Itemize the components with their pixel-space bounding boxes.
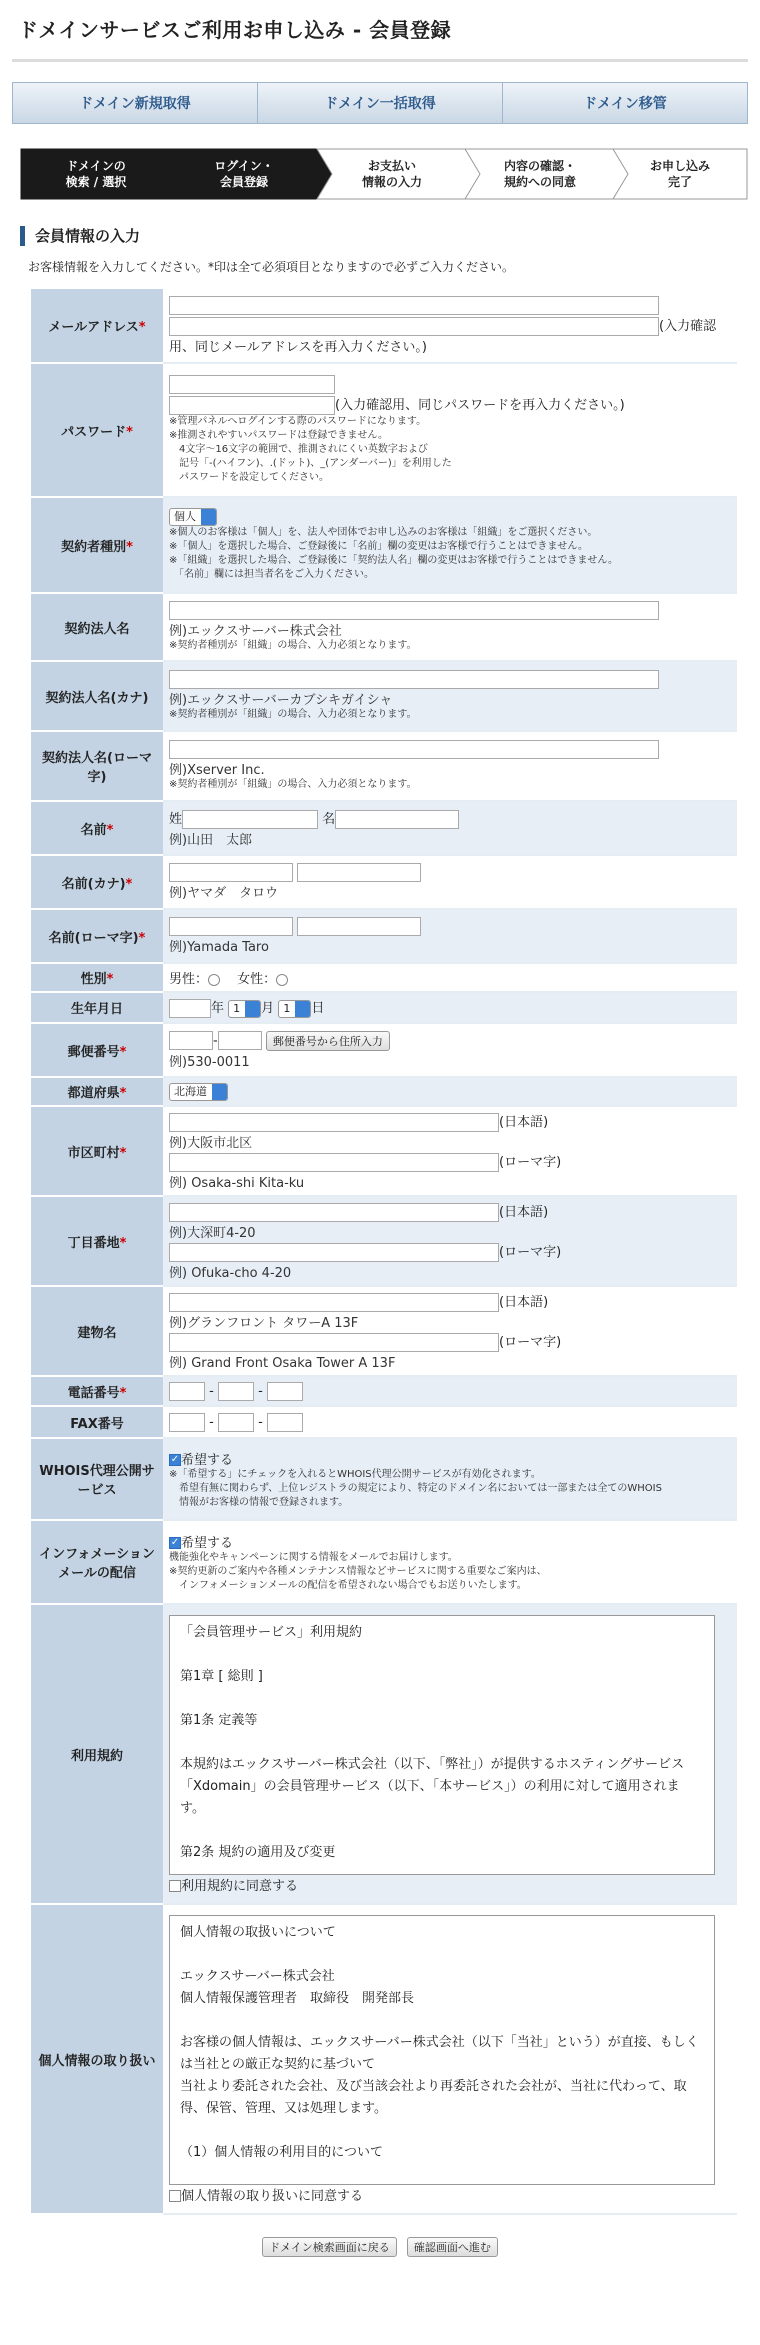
label-zip: 郵便番号*	[31, 1023, 163, 1077]
label-gender: 性別*	[31, 963, 163, 992]
zip2-input[interactable]	[218, 1031, 262, 1050]
step-search: ドメインの 検索 / 選択	[20, 148, 172, 200]
whois-checkbox[interactable]: ✓	[170, 1454, 180, 1465]
label-corp-kana: 契約法人名(カナ)	[31, 661, 163, 731]
first-name-input[interactable]	[335, 810, 459, 829]
contract-type-note: ※個人のお客様は「個人」を、法人や団体でお申し込みのお客様は「組織」をご選択ください。 ※「個人」を選択した場合、ご登録後に「名前」欄の変更はお客様で行うことはできません。 ※「組織」を選択した場合、ご登録後に「契約法人名」欄の変更はお客様で行うことはできません。 「名前」欄には担当者名をご入力ください。	[169, 527, 618, 580]
tab-bulk-domain[interactable]: ドメイン一括取得	[258, 83, 503, 123]
email-input[interactable]	[169, 296, 659, 315]
corp-kana-input[interactable]	[169, 670, 659, 689]
label-contract-type: 契約者種別*	[31, 497, 163, 593]
info-mail-checkbox[interactable]: ✓	[170, 1537, 180, 1548]
last-name-roman-input[interactable]	[169, 917, 293, 936]
first-name-kana-input[interactable]	[297, 863, 421, 882]
step-login: ログイン・ 会員登録	[168, 148, 320, 200]
label-privacy: 個人情報の取り扱い	[31, 1904, 163, 2214]
password-note: ※管理パネルへログインする際のパスワードになります。 ※推測されやすいパスワードは登録できません。 4文字〜16文字の範囲で、推測されにくい英数字および 記号「-(ハイフン)、.(ドット)、_(アンダーバー)」を利用した パスワードを設定してください。	[169, 416, 452, 483]
birth-month-select[interactable]: 1	[228, 1000, 261, 1018]
fax2-input[interactable]	[218, 1413, 254, 1432]
service-tabs	[12, 82, 748, 124]
email-confirm-input[interactable]	[169, 317, 659, 336]
label-pref: 都道府県*	[31, 1077, 163, 1106]
building-roman-input[interactable]	[169, 1333, 499, 1352]
label-info-mail: インフォメーションメールの配信	[31, 1520, 163, 1604]
label-password: パスワード*	[31, 363, 163, 497]
section-title: 会員情報の入力	[20, 226, 748, 246]
next-button[interactable]: 確認画面へ進む	[407, 2237, 498, 2257]
label-birthday: 生年月日	[31, 992, 163, 1023]
privacy-scrollbox[interactable]: 個人情報の取扱いについて エックスサーバー株式会社 個人情報保護管理者 取締役 開発部長 お客様の個人情報は、エックスサーバー株式会社（以下「当社」という）が直接、もしくは当社との厳正な契約に基づいて 当社より委託された会社、及び当該会社より再委託された会社が、当社に代わって、取得、保管、管理、又は処理します。 （1）個人情報の利用目的について	[169, 1915, 715, 2185]
tel1-input[interactable]	[169, 1382, 205, 1401]
step-payment: お支払い 情報の入力	[316, 148, 468, 200]
tel2-input[interactable]	[218, 1382, 254, 1401]
member-form: メールアドレス* (入力確認用、同じメールアドレスを再入力ください。) パスワード* (入力確認用、同じパスワードを再入力ください。) ※管理パネルへログインする際のパスワードになります。 ※推測されやすいパスワードは登録できません。 4文字〜16文字の範囲で、推測されにくい英数字および 記号「-(ハイフン)、.(ドット)、_(アンダーバー)」を利用した パスワードを設定してください。 契約者種別* 個人 ※個人のお客様は「個人」を、法人や団体でお申し込みのお客様は「組織」をご選択ください。 ※「個人」を選択した場合、ご登録後に「名前」欄の変更はお客様で行うことはできません。 ※「組織」を選択した場合、ご登録後に「契約法人名」欄の変更はお客様で行うことはできません。 「名前」欄には担当者名をご入力ください。 契約法人名 例)エックスサーバー株式会社 ※契約者種別が「組織」の場合、入力必須となります。 契約法人名(カナ) 例)エックスサーバーカブシキガイシャ ※契約者種別が「組織」の場合、入力必須となります。 契約法人名(ローマ字) 例)Xserver Inc. ※契約者種別が「組織」の場合、入力必須となります。 名前* 姓 名 例)山田 太郎 名前(カナ)* 例)ヤマダ タロウ 名前(ローマ字)* 例)Yamada Taro 性別* 男性： 女性： 生年月日 年 1 月 1 日 郵便番号* - 郵便番号から住所入力 例)530-0011 都道府県* 北海道 市区町村* (日本語) 例)大阪市北区 (ローマ字) 例) Osaka-shi Kita-ku 丁目番地* (日本語) 例)大深町4-20 (ローマ字) 例) Ofuka-cho 4-20 建物名 (日本語) 例)グランフロント タワーA 13F (ローマ字) 例) Grand Front Osaka Tower A 13F 電話番号* - - FAX番号 - - WHOIS代理公開サービス ✓ 希望する ※「希望する」にチェックを入れるとWHOIS代理公開サービスが有効化されます。 希望有無に関わらず、上位レジストラの規定により、特定のドメイン名においては一部または全てのWHOIS 情報がお客様の情報で登録されます。 インフォメーションメールの配信 ✓ 希望する 機能強化やキャンペーンに関する情報をメールでお届けします。 ※契約更新のご案内や各種メンテナンス情報などサービスに関する重要なご案内は、 インフォメーションメールの配信を希望されない場合でもお送りいたします。 利用規約 「会員管理サービス」利用規約 第1章 [ 総則 ] 第1条 定義等 本規約はエックスサーバー株式会社（以下、「弊社」）が提供するホスティングサービス「Xdomain」の会員管理サービス（以下、「本サービス」）の利用に対して適用されます。 第2条 規約の適用及び変更 利用規約に同意する 個人情報の取り扱い 個人情報の取扱いについて エックスサーバー株式会社 個人情報保護管理者 取締役 開発部長 お客様の個人情報は、エックスサーバー株式会社（以下「当社」という）が直接、もしくは当社との厳正な契約に基づいて 当社より委託された会社、及び当該会社より再委託された会社が、当社に代わって、取得、保管、管理、又は処理します。 （1）個人情報の利用目的について 個人情報の取り扱いに同意する	[31, 289, 737, 2215]
last-name-kana-input[interactable]	[169, 863, 293, 882]
city-roman-input[interactable]	[169, 1153, 499, 1172]
label-corp-roman: 契約法人名(ローマ字)	[31, 731, 163, 801]
label-street: 丁目番地*	[31, 1196, 163, 1286]
building-ja-input[interactable]	[169, 1293, 499, 1312]
label-city: 市区町村*	[31, 1106, 163, 1196]
zip1-input[interactable]	[169, 1031, 213, 1050]
page-title: ドメインサービスご利用お申し込み - 会員登録	[12, 0, 748, 62]
corp-input[interactable]	[169, 601, 659, 620]
gender-female-radio[interactable]	[276, 974, 288, 986]
label-email: メールアドレス*	[31, 289, 163, 363]
label-building: 建物名	[31, 1286, 163, 1376]
label-name-roman: 名前(ローマ字)*	[31, 909, 163, 963]
tab-new-domain[interactable]: ドメイン新規取得	[13, 83, 258, 123]
fax1-input[interactable]	[169, 1413, 205, 1432]
zip-lookup-button[interactable]: 郵便番号から住所入力	[266, 1031, 390, 1051]
intro-text: お客様情報を入力してください。*印は全て必須項目となりますので必ずご入力ください。	[28, 260, 515, 274]
street-roman-input[interactable]	[169, 1243, 499, 1262]
password-input[interactable]	[169, 375, 335, 394]
birth-year-input[interactable]	[169, 999, 211, 1018]
label-corp: 契約法人名	[31, 593, 163, 661]
password-confirm-input[interactable]	[169, 396, 335, 415]
info-mail-note: 機能強化やキャンペーンに関する情報をメールでお届けします。 ※契約更新のご案内や各種メンテナンス情報などサービスに関する重要なご案内は、 インフォメーションメールの配信を希望されない場合でもお送りいたします。	[169, 1551, 547, 1591]
terms-scrollbox[interactable]: 「会員管理サービス」利用規約 第1章 [ 総則 ] 第1条 定義等 本規約はエックスサーバー株式会社（以下、「弊社」）が提供するホスティングサービス「Xdomain」の会員管理サービス（以下、「本サービス」）の利用に対して適用されます。 第2条 規約の適用及び変更	[169, 1615, 715, 1875]
back-button[interactable]: ドメイン検索画面に戻る	[262, 2237, 397, 2257]
corp-roman-input[interactable]	[169, 740, 659, 759]
label-whois: WHOIS代理公開サービス	[31, 1438, 163, 1520]
birth-day-select[interactable]: 1	[278, 1000, 311, 1018]
label-fax: FAX番号	[31, 1406, 163, 1438]
tel3-input[interactable]	[267, 1382, 303, 1401]
pref-select[interactable]: 北海道	[169, 1083, 228, 1101]
whois-note: ※「希望する」にチェックを入れるとWHOIS代理公開サービスが有効化されます。 希望有無に関わらず、上位レジストラの規定により、特定のドメイン名においては一部または全てのWHOIS 情報がお客様の情報で登録されます。	[169, 1468, 662, 1508]
city-ja-input[interactable]	[169, 1113, 499, 1132]
step-confirm: 内容の確認・ 規約への同意	[464, 148, 616, 200]
step-complete: お申し込み 完了	[612, 148, 748, 200]
terms-agree-checkbox[interactable]	[169, 1880, 181, 1892]
first-name-roman-input[interactable]	[297, 917, 421, 936]
tab-domain-transfer[interactable]: ドメイン移管	[583, 96, 667, 112]
label-terms: 利用規約	[31, 1604, 163, 1904]
last-name-input[interactable]	[182, 810, 318, 829]
label-tel: 電話番号*	[31, 1376, 163, 1406]
progress-steps	[20, 148, 748, 206]
street-ja-input[interactable]	[169, 1203, 499, 1222]
label-name: 名前*	[31, 801, 163, 855]
label-name-kana: 名前(カナ)*	[31, 855, 163, 909]
privacy-agree-checkbox[interactable]	[169, 2190, 181, 2202]
gender-male-radio[interactable]	[208, 974, 220, 986]
contract-type-select[interactable]: 個人	[169, 508, 217, 526]
form-actions	[12, 2215, 748, 2267]
fax3-input[interactable]	[267, 1413, 303, 1432]
